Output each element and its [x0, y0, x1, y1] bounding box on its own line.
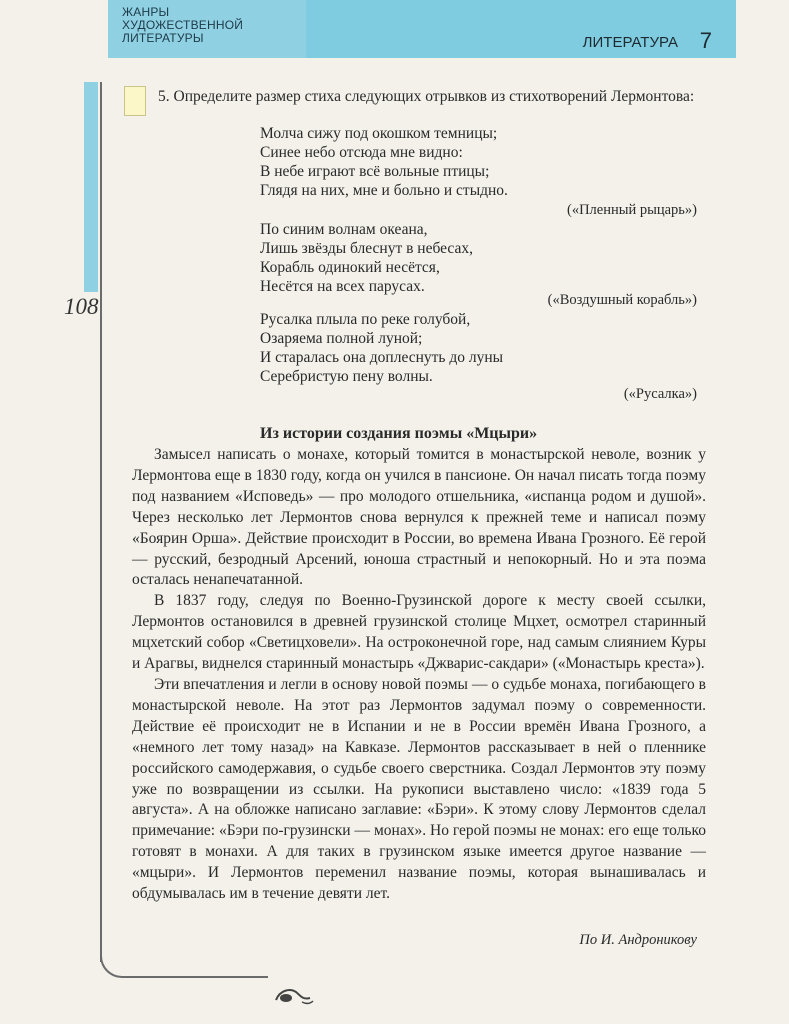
poem-source-3: («Русалка»)	[623, 386, 697, 402]
poem-line: Русалка плыла по реке голубой,	[260, 311, 471, 328]
poem-line: Молча сижу под окошком темницы;	[260, 125, 498, 142]
article-heading: Из истории создания поэмы «Мцыри»	[260, 425, 538, 442]
poem-line: Несётся на всех парусах.	[260, 278, 425, 295]
article-paragraph: Замысел написать о монахе, который томится в монастырской неволе, возник у Лермонтова еще в 1830 году, когда он учился в пансионе. Он начал писать тогда поэму под названием «Исповедь» — про молодого отшельника, «испанца родом и душой». Через несколько лет Лермонтов снова вернулся к прежней теме и написал поэму «Боярин Орша». Действие происходит в России, во времена Ивана Грозного. Её герой — русский, безродный Арсений, юноша страстный и непокорный. Но и эта поэма осталась ненапечатанной.	[132, 446, 706, 589]
poem-excerpt-1	[260, 124, 508, 200]
poem-excerpt-2	[260, 220, 473, 296]
page-number: 108	[64, 294, 99, 319]
article-paragraph: Эти впечатления и легли в основу новой поэмы — о судьбе монаха, погибающего в монастырской неволе. На этот раз Лермонтов задумал поэму о современности. Действие её происходит не в Испании и не в России времён Ивана Грозного, а «немного лет тому назад» на Кавказе. Лермонтов рассказывает в ней о пленнике российского самодержавия, о судьбе своего сверстника. Создал Лермонтов эту поэму уже по возвращении из ссылки. На рукописи выставлено число: «1839 года 5 августа». А на обложке написано заглавие: «Бэри». К этому слову Лермонтов сделал примечание: «Бэри по-грузински — монах». Но герой поэмы не монах: его еще только готовят в монахи. А для таких в грузинском языке имеется другое название — «мцыри». И Лермонтов переменил название поэмы, которая вынашивалась и обдумывалась им в течение девяти лет.	[132, 675, 706, 903]
margin-rule-curve	[100, 950, 140, 978]
poem-source-2: («Воздушный корабль»)	[547, 292, 697, 308]
poem-line: Лишь звёзды блеснут в небесах,	[260, 240, 473, 257]
subject-header	[306, 0, 736, 58]
poem-line: Синее небо отсюда мне видно:	[260, 144, 463, 161]
article-paragraph: В 1837 году, следуя по Военно-Грузинской дороге к месту своей ссылки, Лермонтов остановился в древней грузинской столице Мцхет, осмотрел старинный мцхетский собор «Светицховели». На остроконечной горе, над самым слиянием Куры и Арагвы, виднелся старинный монастырь «Джварис-сакдари» («Монастырь креста»).	[132, 592, 706, 673]
publisher-logo-icon	[272, 982, 316, 1008]
margin-rule-foot	[138, 976, 268, 978]
article-body	[132, 445, 706, 905]
margin-rule	[100, 82, 102, 962]
poem-line: Озаряема полной луной;	[260, 330, 423, 347]
poem-line: Глядя на них, мне и больно и стыдно.	[260, 182, 508, 199]
subject-title: ЛИТЕРАТУРА	[582, 34, 678, 51]
question-text: 5. Определите размер стиха следующих отрывков из стихотворений Лермонтова:	[158, 88, 695, 105]
poem-line: В небе играют всё вольные птицы;	[260, 163, 490, 180]
sidebar-accent-bar	[84, 82, 98, 292]
article-author: По И. Андроникову	[579, 932, 697, 948]
question-marker-icon	[124, 86, 146, 116]
grade-number: 7	[699, 28, 712, 53]
poem-excerpt-3	[260, 310, 503, 386]
section-label: ЖАНРЫ ХУДОЖЕСТВЕННОЙ ЛИТЕРАТУРЫ	[122, 5, 244, 45]
poem-line: Корабль одинокий несётся,	[260, 259, 440, 276]
section-header	[108, 0, 306, 58]
poem-line: Серебристую пену волны.	[260, 368, 433, 385]
poem-source-1: («Пленный рыцарь»)	[567, 202, 697, 218]
poem-line: И старалась она доплеснуть до луны	[260, 349, 504, 366]
poem-line: По синим волнам океана,	[260, 221, 428, 238]
